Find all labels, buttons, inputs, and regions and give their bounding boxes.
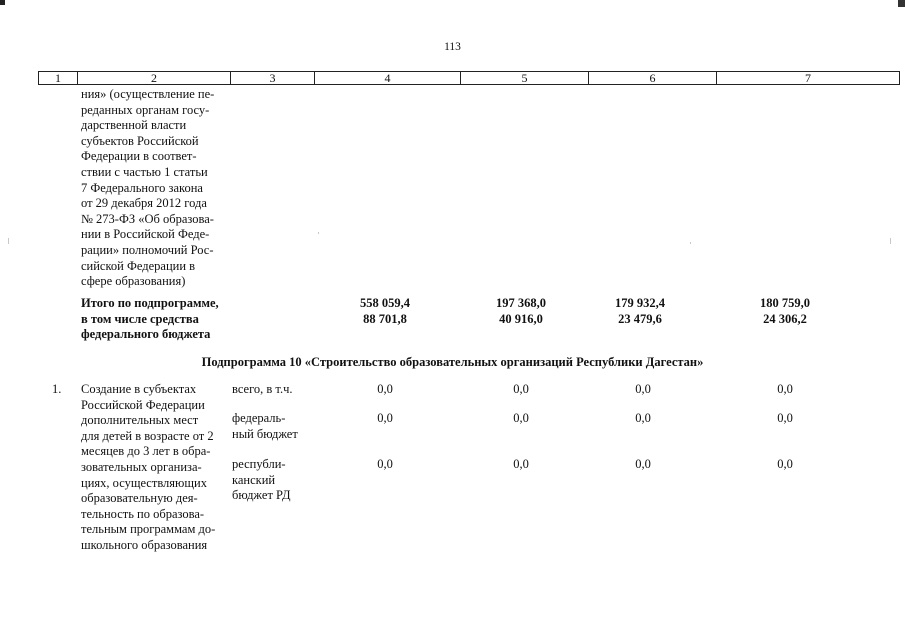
- scan-corner-mark: [0, 0, 5, 5]
- total-col-7: 180 759,0 24 306,2: [760, 296, 810, 326]
- row-regional-col-4: 0,0: [377, 457, 393, 471]
- scan-dot: [8, 238, 9, 244]
- source-regional: республи- канский бюджет РД: [232, 457, 291, 503]
- scan-dot: [890, 238, 891, 244]
- scan-dot: [690, 242, 691, 244]
- row-total-col-5: 0,0: [513, 382, 529, 396]
- scan-dot: [318, 232, 319, 234]
- source-federal: федераль- ный бюджет: [232, 411, 298, 441]
- page-number: 113: [444, 41, 461, 53]
- header-col-3: 3: [269, 71, 276, 85]
- item-description: Создание в субъектах Российской Федерации дополнительных мест для детей в возрасте от 2 месяцев до 3 лет в обра- зовательных организа- циях, осуществляющих образовательную дея- тельность по образова- тельным программам до- школьного образования: [81, 382, 216, 552]
- header-col-5: 5: [521, 71, 528, 85]
- row-federal-col-4: 0,0: [377, 411, 393, 425]
- row-federal-col-5: 0,0: [513, 411, 529, 425]
- source-total: всего, в т.ч.: [232, 382, 293, 396]
- total-col-5: 197 368,0 40 916,0: [496, 296, 546, 326]
- row-federal-col-7: 0,0: [777, 411, 793, 425]
- total-label: Итого по подпрограмме, в том числе средства федерального бюджета: [81, 296, 219, 342]
- item-number: 1.: [52, 382, 62, 396]
- row-total-col-7: 0,0: [777, 382, 793, 396]
- header-col-1: 1: [55, 71, 61, 85]
- row-total-col-6: 0,0: [635, 382, 651, 396]
- table-header-row: [38, 71, 900, 85]
- header-col-6: 6: [649, 71, 656, 85]
- row-regional-col-6: 0,0: [635, 457, 651, 471]
- row-federal-col-6: 0,0: [635, 411, 651, 425]
- row-regional-col-5: 0,0: [513, 457, 529, 471]
- header-col-4: 4: [384, 71, 391, 85]
- scan-corner-mark-right: [898, 0, 905, 7]
- subprogram-title: Подпрограмма 10 «Строительство образовательных организаций Республики Дагестан»: [201, 355, 704, 369]
- header-col-7: 7: [805, 71, 811, 85]
- row-regional-col-7: 0,0: [777, 457, 793, 471]
- total-col-6: 179 932,4 23 479,6: [615, 296, 665, 326]
- header-col-2: 2: [151, 71, 157, 85]
- continuation-text: ния» (осуществление пе- реданных органам госу- дарственной власти субъектов Российской Федерации в соответ- ствии с частью 1 статьи 7 Федерального закона от 29 декабря 2012 года № 273-ФЗ «Об образова- нии в Российской Феде- рации» полномочий Рос- сийской Федерации в сфере образования): [81, 87, 215, 289]
- total-col-4: 558 059,4 88 701,8: [360, 296, 410, 326]
- row-total-col-4: 0,0: [377, 382, 393, 396]
